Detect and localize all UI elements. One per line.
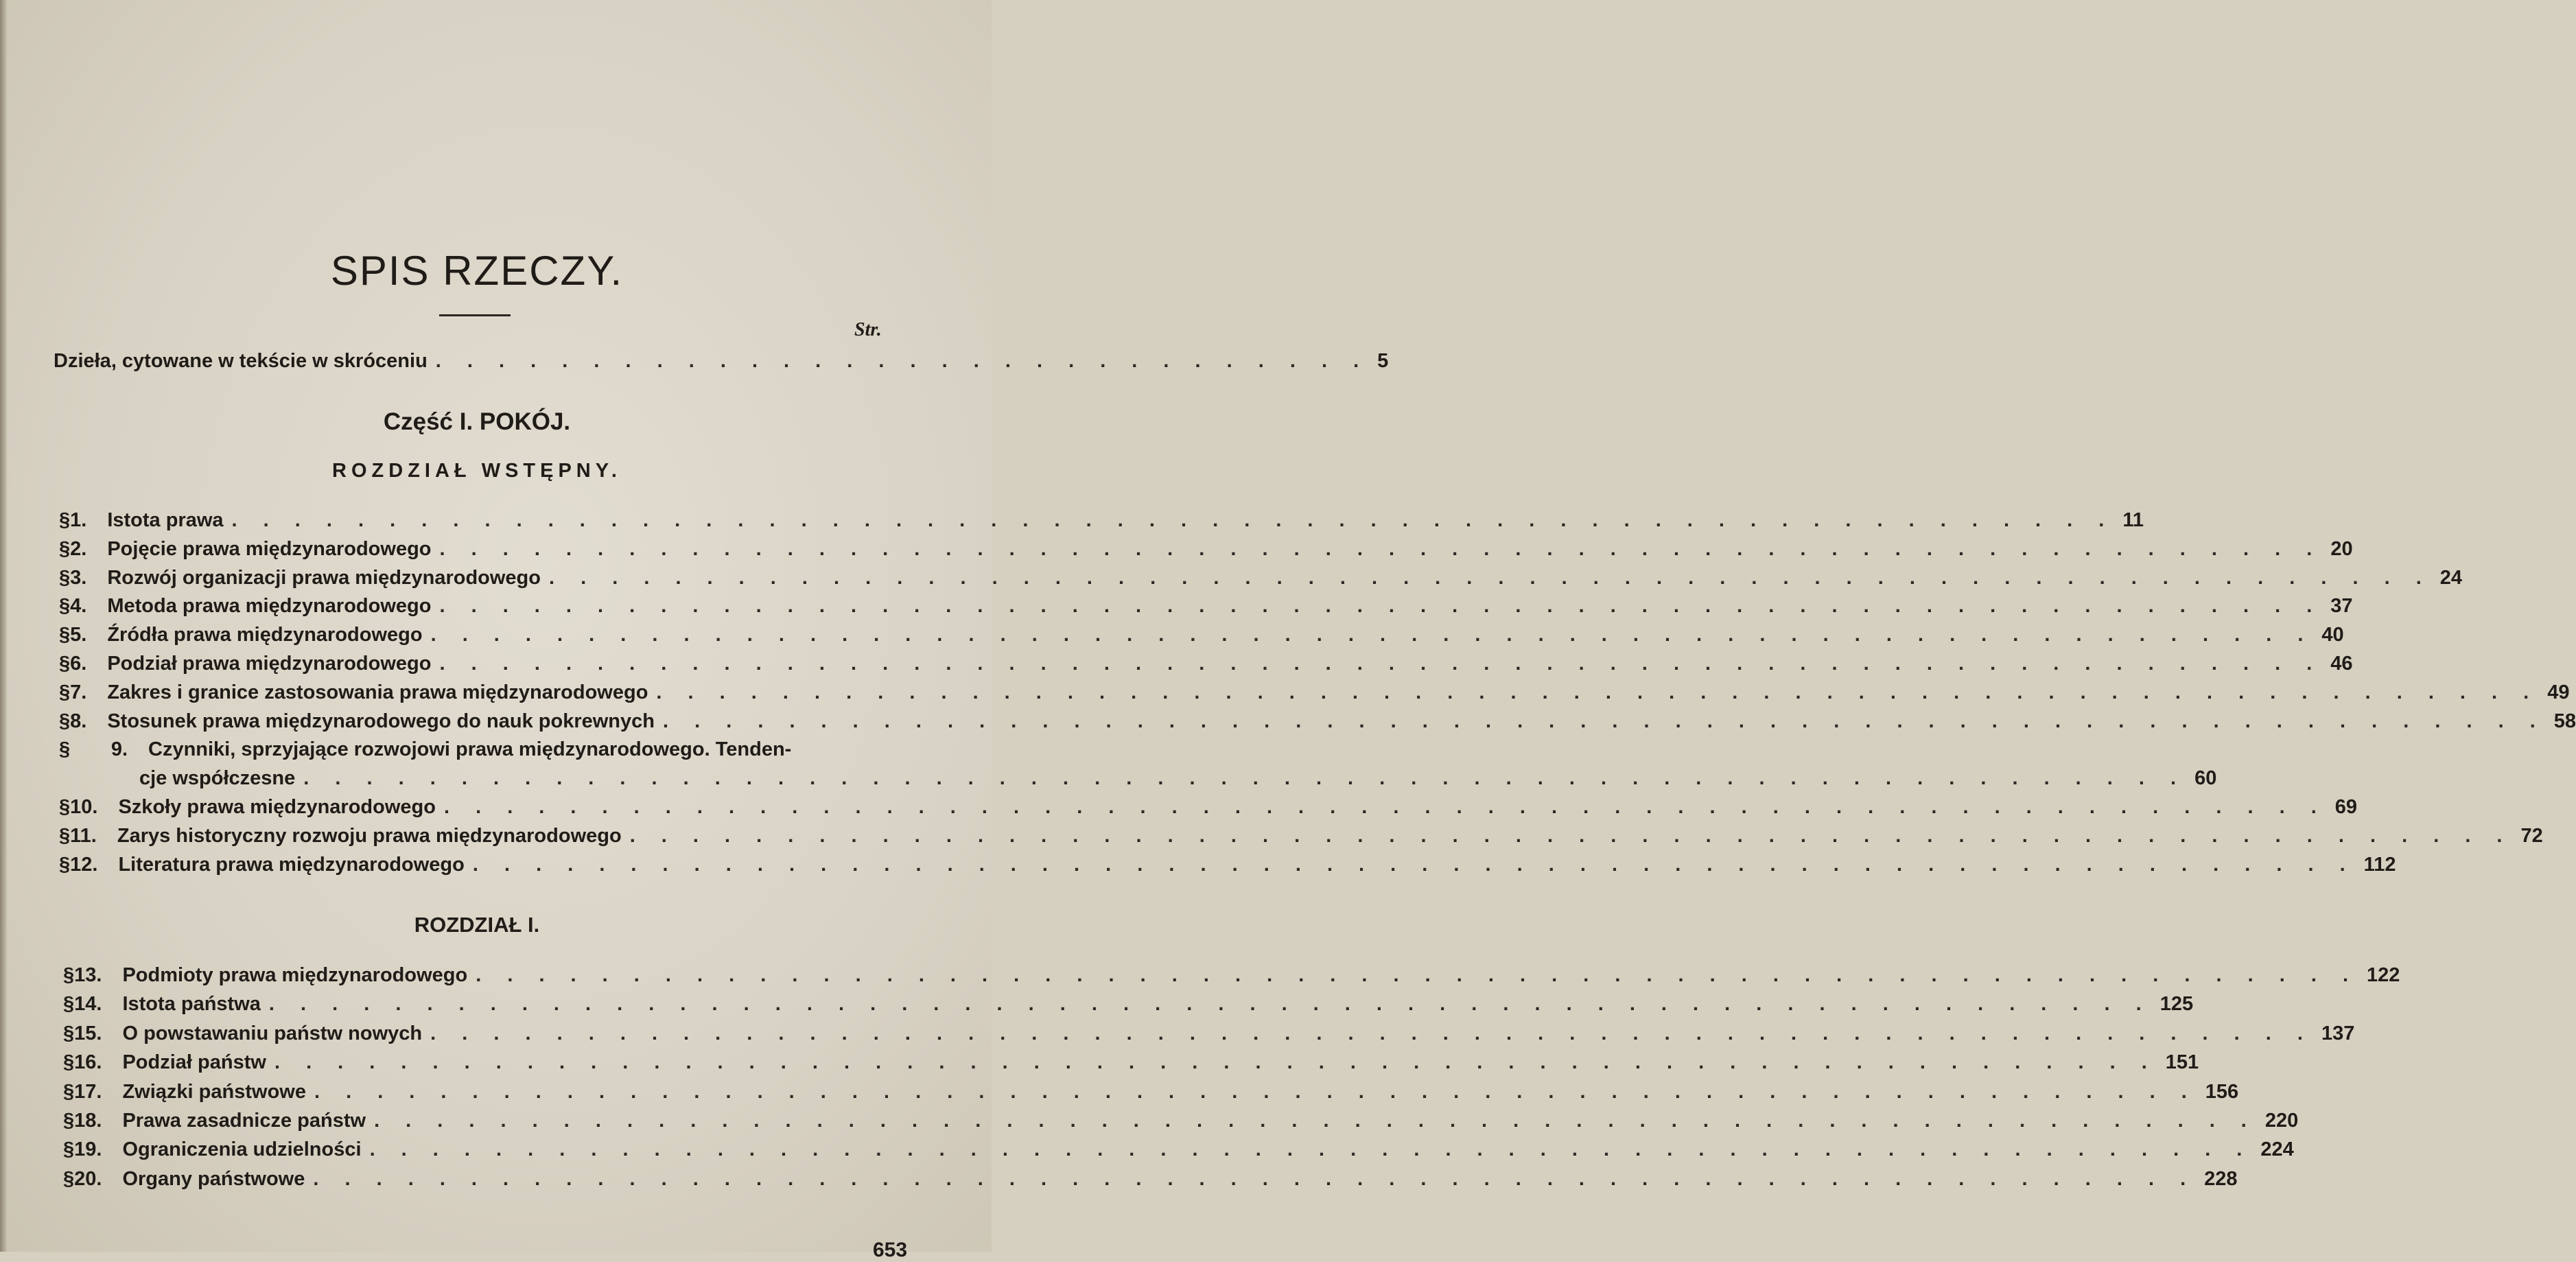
toc-entry-page: 11 [2122,509,2144,531]
toc-entry [63,964,2400,992]
section-number: 17. [74,1080,102,1103]
toc-entry [63,1110,2299,1137]
section-sign: § [59,738,71,761]
leader-dots: . . . . . . . . . . . . . . . . . . . . . . . . . . . . . . . . . . . . . . . . . . . . . . . . . . . . . . . . . . . . [430,624,2314,646]
section-number: 16. [74,1051,102,1074]
section-sign: § [59,796,71,818]
section-sign: § [63,1167,75,1190]
toc-entry-page: 220 [2264,1110,2299,1132]
toc-entry-page: 228 [2204,1167,2238,1190]
toc-entry [59,824,2543,852]
section-number: 10. [70,796,98,818]
toc-entry-page: 5 [1377,350,1389,372]
toc-entry [63,1138,2294,1166]
toc-entry-page: 24 [2439,566,2463,589]
chapter-heading-introductory: ROZDZIAŁ WSTĘPNY. [332,460,622,482]
leader-dots: . . . . . . . . . . . . . . . . . . . . . . . . . . . . . . . . . . . . . . . . . . . . . . . . . . . . . . . . . . . . [662,710,2546,732]
leader-dots: . . . . . . . . . . . . . . . . . . . . . . . . . . . . . . . . . . . . . . . . . . . . . . . . . . . . . . . . . . . . [313,1167,2197,1190]
toc-entry-text: O powstawaniu państw nowych [122,1022,423,1044]
book-spine-edge [0,0,7,1252]
toc-entry-page: 58 [2553,710,2576,732]
toc-entry [59,796,2358,823]
leader-dots: . . . . . . . . . . . . . . . . . . . . . . . . . . . . . . . . . . . . . . . . . . . . . . . . . . . . . . . . . . . . [430,1022,2313,1044]
section-sign: § [59,853,71,876]
toc-entry-text: Pojęcie prawa międzynarodowego [107,537,432,560]
leader-dots: . . . . . . . . . . . . . . . . . . . . . . . . . . . . . . . . . . . . . . . . . . . . . . . . . . . . . . . . . . . . [314,1080,2197,1103]
toc-entry-page: 46 [2330,653,2353,675]
section-number: 8. [70,710,87,732]
toc-entry-page: 37 [2330,595,2353,618]
section-sign: § [59,566,71,589]
section-number: 12. [70,853,98,876]
section-sign: § [59,681,71,703]
toc-entry-text: Źródła prawa międzynarodowego [107,624,423,646]
leader-dots: . . . . . . . . . . . . . . . . . . . . . . . . . . . . . . . . . . . . . . . . . . . . . . . . . . . . . . . . . . . . [274,1051,2157,1074]
leader-dots: . . . . . . . . . . . . . . . . . . . . . . . . . . . . . . . . . . . . . . . . . . . . . . . . . . . . . . . . . . . . [656,681,2540,703]
toc-entry-text: Istota prawa [107,509,224,531]
toc-entry-page: 20 [2330,537,2353,560]
toc-entry [59,738,909,766]
section-number: 18. [74,1110,102,1132]
leader-dots: . . . . . . . . . . . . . . . . . . . . . . . . . . . . . . . . . . . . . . . . . . . . . . . . . . . . . . . . . . . . [439,537,2323,560]
toc-entry [59,681,2570,709]
toc-entry-text: Rozwój organizacji prawa międzynarodowego [107,566,541,589]
leader-dots: . . . . . . . . . . . . . . . . . . . . . . . . . . . . . . . . . . . . . . . . . . . . . . . . . . . . . . . . . . . . [374,1110,2257,1132]
toc-entry [63,993,2194,1020]
toc-entry-text: Metoda prawa międzynarodowego [107,595,432,618]
toc-entry-page: 60 [2194,767,2217,790]
toc-entry-text: Podział prawa międzynarodowego [107,653,432,675]
toc-entry [59,537,2353,565]
section-number: 5. [70,624,87,646]
section-sign: § [63,993,75,1016]
section-number: 6. [70,653,87,675]
section-sign: § [63,1051,75,1074]
toc-entry-text: Dzieła, cytowane w tekście w skróceniu [54,350,428,372]
toc-entry-text: Stosunek prawa międzynarodowego do nauk pokrewnych [107,710,655,732]
leader-dots: . . . . . . . . . . . . . . . . . . . . . . . . . . . . . . . . . . . . . . . . . . . . . . . . . . . . . . . . . . . . [231,509,2115,531]
section-number: 20. [74,1167,102,1190]
leader-dots: . . . . . . . . . . . . . . . . . . . . . . . . . . . . . . . . . . . . . . . . . . . . . . . . . . . . . . . . . . . . [472,853,2356,876]
section-number: 2. [70,537,87,560]
toc-entry-page: 49 [2547,681,2570,703]
section-sign: § [59,624,71,646]
toc-entry [59,509,2144,537]
section-sign: § [63,1110,75,1132]
toc-entry [59,710,2576,738]
section-number: 19. [74,1138,102,1161]
chapter-heading-1: ROZDZIAŁ I. [414,913,540,937]
section-sign: § [59,509,71,531]
toc-entry-text: Podział państw [122,1051,266,1074]
leader-dots: . . . . . . . . . . . . . . . . . . . . . . . . . . . . . . . . . . . . . . . . . . . . . . . . . . . . . . . . . . . . [548,566,2432,589]
section-sign: § [63,964,75,986]
leader-dots: . . . . . . . . . . . . . . . . . . . . . . . . . . . . . . . . . . . . . . . . . . . . . . . . . . . . . . . . . . . . [443,796,2327,818]
toc-entry-text: Podmioty prawa międzynarodowego [122,964,468,986]
section-number: 9. [110,738,128,761]
leader-dots: . . . . . . . . . . . . . . . . . . . . . . . . . . . . . . [435,350,1370,372]
toc-entry-page: 125 [2159,993,2194,1016]
toc-entry-page: 112 [2363,853,2396,876]
toc-entry [59,653,2353,680]
toc-entry-text: Zarys historyczny rozwoju prawa międzynarodowego [117,824,622,847]
toc-entry-page: 151 [2165,1051,2199,1074]
toc-entry-page: 137 [2321,1022,2355,1044]
section-number: 11. [70,824,97,847]
section-number: 3. [70,566,87,589]
section-number: 4. [70,595,87,618]
section-number: 15. [74,1022,102,1044]
leader-dots: . . . . . . . . . . . . . . . . . . . . . . . . . . . . . . . . . . . . . . . . . . . . . . . . . . . . . . . . . . . . [476,964,2359,986]
page-column-label: Str. [854,319,882,340]
toc-entry-page: 69 [2334,796,2358,818]
page-title: SPIS RZECZY. [330,248,624,294]
leader-dots: . . . . . . . . . . . . . . . . . . . . . . . . . . . . . . . . . . . . . . . . . . . . . . . . . . . . . . . . . . . . [439,595,2323,618]
toc-entry [63,1080,2239,1108]
section-number: 7. [70,681,87,703]
toc-entry-page: 224 [2260,1138,2294,1161]
toc-entry-page: 122 [2367,964,2400,986]
toc-entry-text: Istota państwa [122,993,261,1016]
part-heading: Część I. POKÓJ. [383,408,571,435]
section-sign: § [59,595,71,618]
section-sign: § [59,653,71,675]
section-sign: § [59,824,71,847]
toc-entry-page: 72 [2520,824,2543,847]
toc-entry-text: Szkoły prawa międzynarodowego [118,796,436,818]
section-sign: § [59,710,71,732]
page-number: 653 [873,1239,908,1261]
toc-entry-text: Związki państwowe [122,1080,306,1103]
toc-entry [63,1022,2355,1050]
toc-entry-page: 40 [2321,624,2344,646]
toc-entry [59,595,2353,622]
toc-entry-page: 156 [2205,1080,2239,1103]
toc-entry-text-continued: cje współczesne [139,767,296,790]
title-divider [439,314,511,316]
leader-dots: . . . . . . . . . . . . . . . . . . . . . . . . . . . . . . . . . . . . . . . . . . . . . . . . . . . . . . . . . . . . [369,1138,2253,1161]
toc-entry [59,624,2344,651]
toc-entry-text: Prawa zasadnicze państw [122,1110,366,1132]
toc-entry-text: Ograniczenia udzielności [122,1138,362,1161]
section-sign: § [59,537,71,560]
toc-entry [63,1051,2199,1079]
section-number: 1. [70,509,87,531]
section-number: 14. [74,993,102,1016]
toc-entry [59,566,2463,594]
leader-dots: . . . . . . . . . . . . . . . . . . . . . . . . . . . . . . . . . . . . . . . . . . . . . . . . . . . . . . . . . . . . [629,824,2513,847]
section-sign: § [63,1138,75,1161]
toc-entry [59,853,2396,881]
leader-dots: . . . . . . . . . . . . . . . . . . . . . . . . . . . . . . . . . . . . . . . . . . . . . . . . . . . . . . . . . . . . [439,653,2323,675]
section-sign: § [63,1022,75,1044]
toc-entry-continuation [139,767,2217,795]
toc-entry-text: Literatura prawa międzynarodowego [118,853,465,876]
toc-entry-text: Zakres i granice zastosowania prawa międzynarodowego [107,681,648,703]
section-number: 13. [74,964,102,986]
section-sign: § [63,1080,75,1103]
toc-entry-text: Czynniki, sprzyjające rozwojowi prawa międzynarodowego. Tenden- [148,738,792,761]
leader-dots: . . . . . . . . . . . . . . . . . . . . . . . . . . . . . . . . . . . . . . . . . . . . . . . . . . . . . . . . . . . . [268,993,2152,1016]
toc-entry-text: Organy państwowe [122,1167,305,1190]
leader-dots: . . . . . . . . . . . . . . . . . . . . . . . . . . . . . . . . . . . . . . . . . . . . . . . . . . . . . . . . . . . . [303,767,2187,790]
toc-entry-intro [54,350,1389,377]
toc-entry [63,1167,2238,1195]
